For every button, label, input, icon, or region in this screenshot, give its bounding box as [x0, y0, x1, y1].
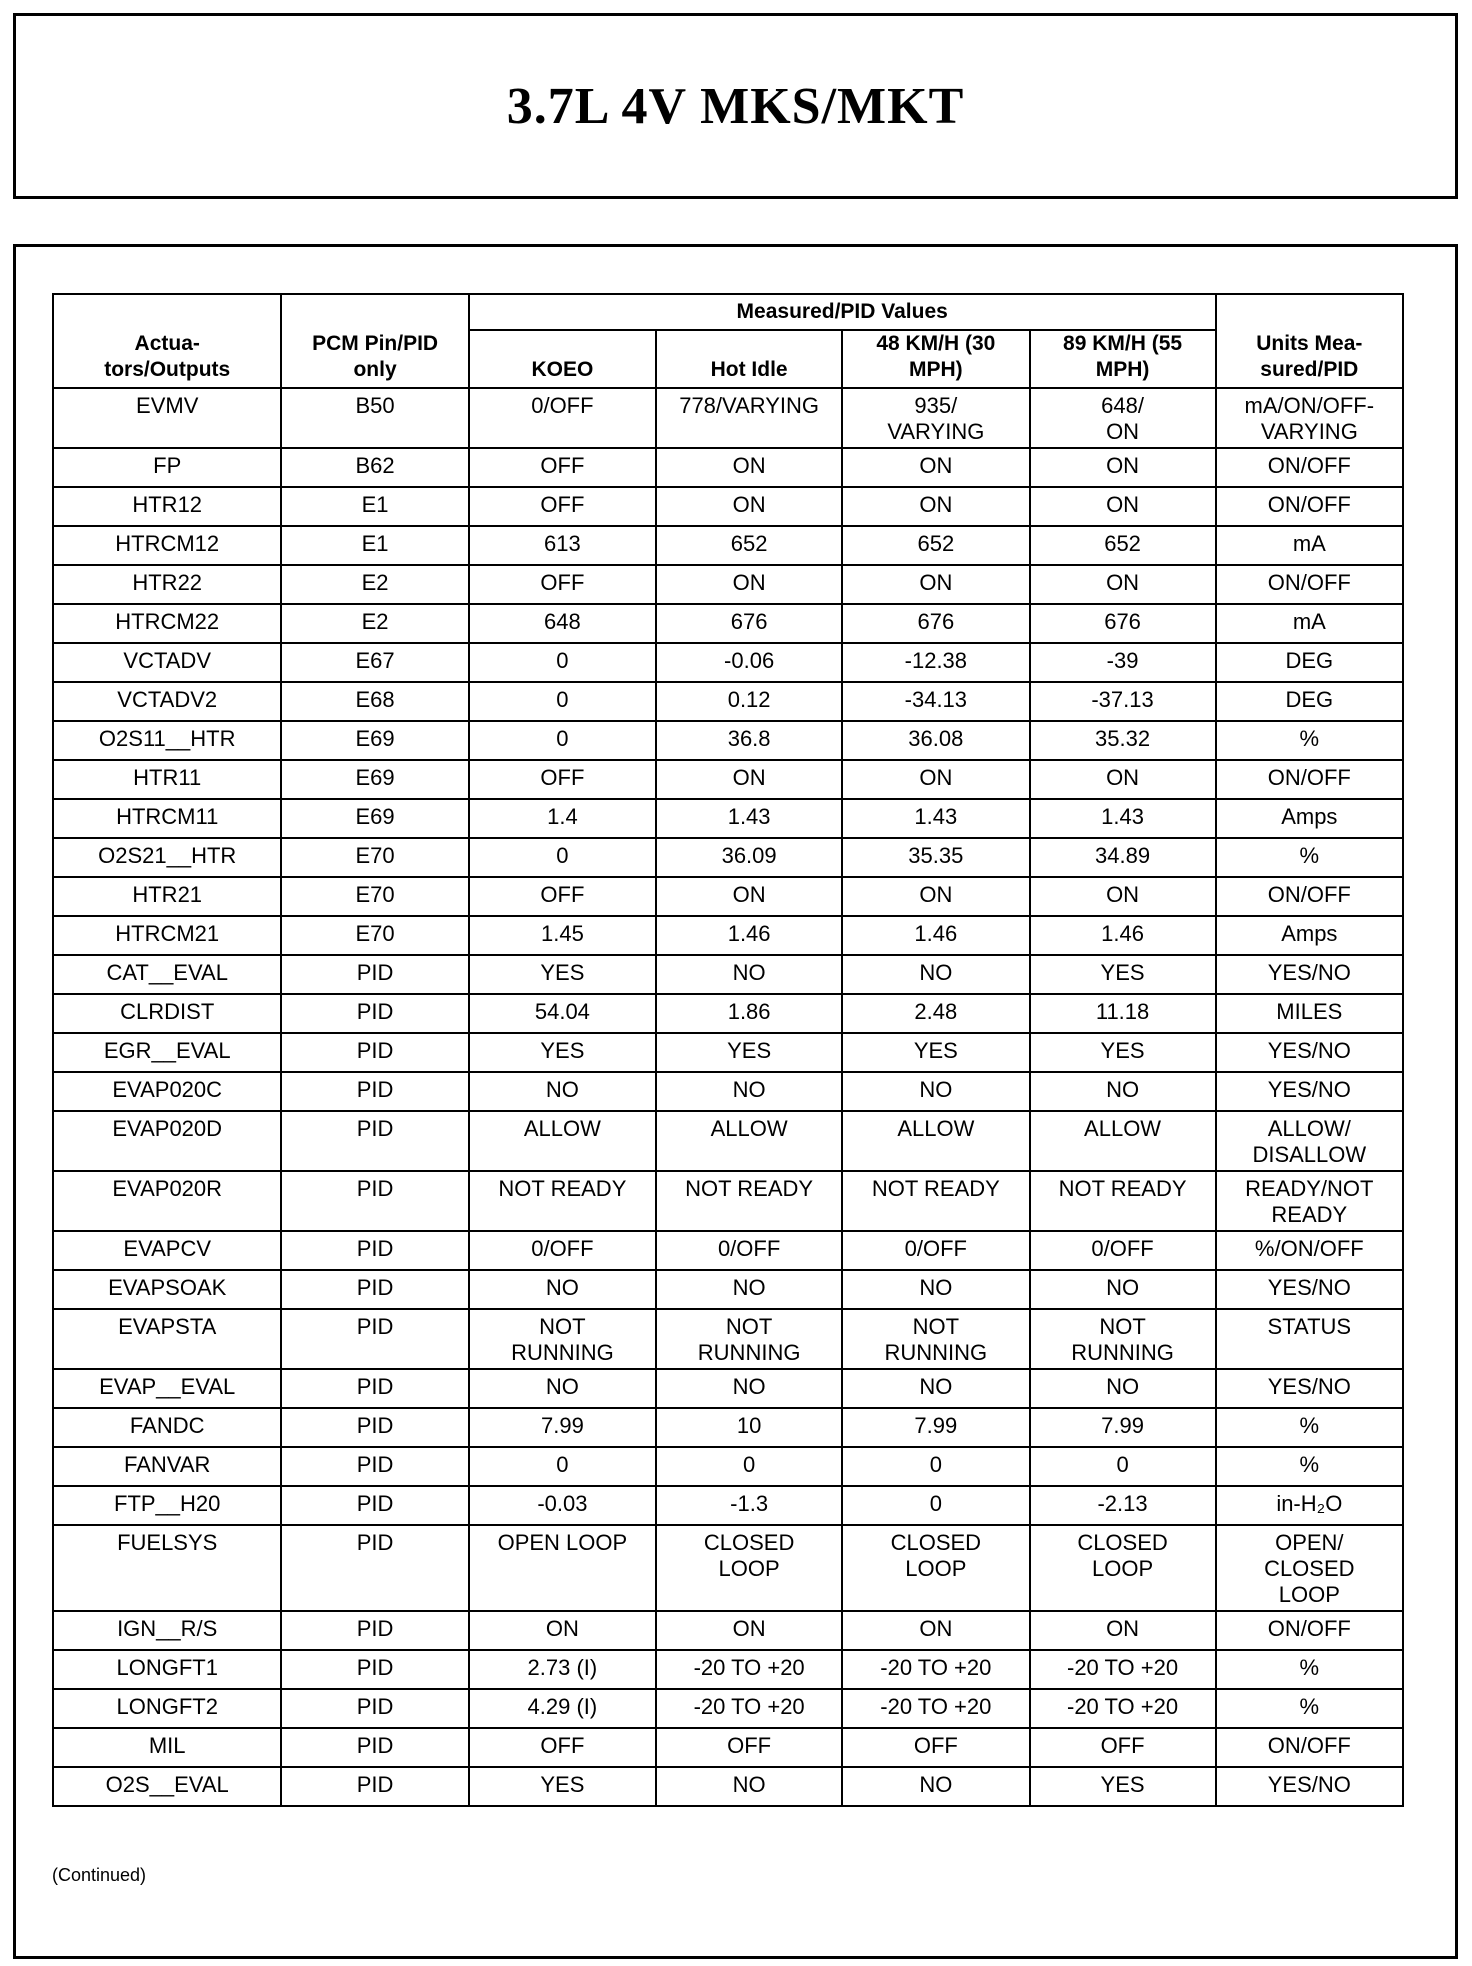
cell-48kmh: 0: [842, 1486, 1029, 1525]
table-row: [53, 526, 1403, 565]
cell-89kmh: 648/ ON: [1030, 388, 1216, 448]
cell-pcm-pin: PID: [281, 1270, 468, 1309]
cell-pcm-pin: E69: [281, 760, 468, 799]
cell-pcm-pin: PID: [281, 1525, 468, 1611]
col-header-koeo: KOEO: [469, 330, 656, 388]
cell-48kmh: 676: [842, 604, 1029, 643]
cell-units: YES/NO: [1216, 1369, 1403, 1408]
table-body: [53, 388, 1403, 1806]
cell-89kmh: ON: [1030, 877, 1216, 916]
cell-koeo: 648: [469, 604, 656, 643]
table-row: [53, 1447, 1403, 1486]
cell-hot-idle: CLOSED LOOP: [656, 1525, 842, 1611]
cell-koeo: 0: [469, 838, 656, 877]
cell-hot-idle: 10: [656, 1408, 842, 1447]
cell-units: OPEN/ CLOSED LOOP: [1216, 1525, 1403, 1611]
cell-hot-idle: ON: [656, 1611, 842, 1650]
cell-89kmh: 1.46: [1030, 916, 1216, 955]
cell-pcm-pin: E70: [281, 877, 468, 916]
cell-pcm-pin: PID: [281, 1171, 468, 1231]
cell-pcm-pin: PID: [281, 1072, 468, 1111]
cell-hot-idle: NO: [656, 1072, 842, 1111]
cell-units: READY/NOT READY: [1216, 1171, 1403, 1231]
cell-koeo: NO: [469, 1072, 656, 1111]
col-header-89kmh: 89 KM/H (55 MPH): [1030, 330, 1216, 388]
cell-pcm-pin: E1: [281, 526, 468, 565]
cell-48kmh: NO: [842, 955, 1029, 994]
cell-pcm-pin: E68: [281, 682, 468, 721]
cell-koeo: 7.99: [469, 1408, 656, 1447]
cell-koeo: NOT READY: [469, 1171, 656, 1231]
table-row: [53, 994, 1403, 1033]
table-row: [53, 388, 1403, 448]
cell-actuator: O2S11__HTR: [53, 721, 281, 760]
cell-48kmh: ON: [842, 487, 1029, 526]
table-row: [53, 565, 1403, 604]
table-row: [53, 1072, 1403, 1111]
cell-koeo: NOT RUNNING: [469, 1309, 656, 1369]
cell-hot-idle: 0.12: [656, 682, 842, 721]
cell-pcm-pin: PID: [281, 1231, 468, 1270]
cell-pcm-pin: PID: [281, 955, 468, 994]
cell-48kmh: OFF: [842, 1728, 1029, 1767]
cell-actuator: IGN__R/S: [53, 1611, 281, 1650]
cell-units: ON/OFF: [1216, 565, 1403, 604]
cell-units: %: [1216, 1447, 1403, 1486]
cell-89kmh: ALLOW: [1030, 1111, 1216, 1171]
cell-pcm-pin: B50: [281, 388, 468, 448]
cell-89kmh: YES: [1030, 955, 1216, 994]
cell-actuator: EVMV: [53, 388, 281, 448]
cell-units: ON/OFF: [1216, 1611, 1403, 1650]
cell-koeo: ALLOW: [469, 1111, 656, 1171]
cell-koeo: YES: [469, 1033, 656, 1072]
table-row: [53, 487, 1403, 526]
cell-koeo: OFF: [469, 487, 656, 526]
cell-89kmh: OFF: [1030, 1728, 1216, 1767]
cell-89kmh: 0/OFF: [1030, 1231, 1216, 1270]
col-header-hot-idle: Hot Idle: [656, 330, 842, 388]
cell-hot-idle: YES: [656, 1033, 842, 1072]
cell-hot-idle: NO: [656, 955, 842, 994]
title-box: [13, 13, 1458, 199]
cell-actuator: HTR21: [53, 877, 281, 916]
table-row: [53, 721, 1403, 760]
cell-89kmh: 35.32: [1030, 721, 1216, 760]
cell-48kmh: 935/ VARYING: [842, 388, 1029, 448]
cell-units: MILES: [1216, 994, 1403, 1033]
cell-units: DEG: [1216, 643, 1403, 682]
cell-units: ALLOW/ DISALLOW: [1216, 1111, 1403, 1171]
cell-pcm-pin: PID: [281, 1611, 468, 1650]
cell-89kmh: -37.13: [1030, 682, 1216, 721]
cell-pcm-pin: PID: [281, 1447, 468, 1486]
cell-pcm-pin: E70: [281, 916, 468, 955]
cell-48kmh: 652: [842, 526, 1029, 565]
cell-89kmh: 652: [1030, 526, 1216, 565]
cell-hot-idle: -0.06: [656, 643, 842, 682]
cell-koeo: 0: [469, 682, 656, 721]
cell-actuator: FUELSYS: [53, 1525, 281, 1611]
cell-48kmh: 35.35: [842, 838, 1029, 877]
cell-units: DEG: [1216, 682, 1403, 721]
table-row: [53, 1231, 1403, 1270]
cell-48kmh: 2.48: [842, 994, 1029, 1033]
col-header-pcm-pin: PCM Pin/PID only: [281, 294, 468, 388]
cell-48kmh: 1.46: [842, 916, 1029, 955]
cell-hot-idle: ON: [656, 760, 842, 799]
cell-89kmh: 11.18: [1030, 994, 1216, 1033]
cell-koeo: OPEN LOOP: [469, 1525, 656, 1611]
table-row: [53, 643, 1403, 682]
cell-48kmh: YES: [842, 1033, 1029, 1072]
cell-units: mA: [1216, 604, 1403, 643]
cell-48kmh: ALLOW: [842, 1111, 1029, 1171]
page-title: 3.7L 4V MKS/MKT: [506, 77, 965, 135]
cell-actuator: EVAP020D: [53, 1111, 281, 1171]
cell-koeo: OFF: [469, 1728, 656, 1767]
cell-89kmh: ON: [1030, 487, 1216, 526]
cell-koeo: OFF: [469, 448, 656, 487]
table-row: [53, 1611, 1403, 1650]
cell-actuator: CLRDIST: [53, 994, 281, 1033]
table-row: [53, 1309, 1403, 1369]
cell-89kmh: NOT RUNNING: [1030, 1309, 1216, 1369]
cell-koeo: 0: [469, 1447, 656, 1486]
col-header-actuators: Actua- tors/Outputs: [53, 294, 281, 388]
cell-hot-idle: 0/OFF: [656, 1231, 842, 1270]
cell-hot-idle: ON: [656, 448, 842, 487]
cell-actuator: HTRCM21: [53, 916, 281, 955]
cell-units: ON/OFF: [1216, 448, 1403, 487]
cell-pcm-pin: E69: [281, 799, 468, 838]
cell-89kmh: YES: [1030, 1767, 1216, 1806]
col-header-units: Units Mea- sured/PID: [1216, 294, 1403, 388]
cell-actuator: HTR22: [53, 565, 281, 604]
cell-89kmh: ON: [1030, 448, 1216, 487]
cell-pcm-pin: E2: [281, 565, 468, 604]
table-row: [53, 1650, 1403, 1689]
cell-pcm-pin: PID: [281, 1033, 468, 1072]
cell-units: YES/NO: [1216, 1072, 1403, 1111]
cell-hot-idle: -20 TO +20: [656, 1650, 842, 1689]
cell-koeo: OFF: [469, 877, 656, 916]
table-row: [53, 682, 1403, 721]
cell-units: ON/OFF: [1216, 1728, 1403, 1767]
cell-units: YES/NO: [1216, 1033, 1403, 1072]
cell-actuator: LONGFT1: [53, 1650, 281, 1689]
cell-hot-idle: 0: [656, 1447, 842, 1486]
cell-hot-idle: 652: [656, 526, 842, 565]
cell-units: in-H₂O: [1216, 1486, 1403, 1525]
cell-koeo: 1.45: [469, 916, 656, 955]
cell-48kmh: NO: [842, 1369, 1029, 1408]
cell-actuator: HTRCM12: [53, 526, 281, 565]
cell-units: YES/NO: [1216, 1767, 1403, 1806]
cell-89kmh: 676: [1030, 604, 1216, 643]
cell-koeo: NO: [469, 1270, 656, 1309]
cell-koeo: NO: [469, 1369, 656, 1408]
cell-hot-idle: ON: [656, 487, 842, 526]
cell-48kmh: CLOSED LOOP: [842, 1525, 1029, 1611]
cell-koeo: 0: [469, 643, 656, 682]
cell-48kmh: NO: [842, 1767, 1029, 1806]
cell-pcm-pin: PID: [281, 1111, 468, 1171]
cell-actuator: HTRCM11: [53, 799, 281, 838]
cell-48kmh: NO: [842, 1270, 1029, 1309]
cell-48kmh: -20 TO +20: [842, 1689, 1029, 1728]
cell-units: mA/ON/OFF- VARYING: [1216, 388, 1403, 448]
cell-actuator: O2S__EVAL: [53, 1767, 281, 1806]
cell-actuator: EGR__EVAL: [53, 1033, 281, 1072]
table-row: [53, 799, 1403, 838]
cell-koeo: OFF: [469, 760, 656, 799]
cell-hot-idle: 1.86: [656, 994, 842, 1033]
table-row: [53, 1525, 1403, 1611]
cell-koeo: 1.4: [469, 799, 656, 838]
cell-units: Amps: [1216, 799, 1403, 838]
cell-48kmh: 36.08: [842, 721, 1029, 760]
cell-actuator: EVAP020C: [53, 1072, 281, 1111]
cell-hot-idle: 1.46: [656, 916, 842, 955]
cell-48kmh: ON: [842, 1611, 1029, 1650]
table-row: [53, 1767, 1403, 1806]
cell-units: %: [1216, 1408, 1403, 1447]
cell-koeo: 2.73 (I): [469, 1650, 656, 1689]
cell-89kmh: 0: [1030, 1447, 1216, 1486]
cell-units: Amps: [1216, 916, 1403, 955]
cell-89kmh: -20 TO +20: [1030, 1689, 1216, 1728]
cell-pcm-pin: E67: [281, 643, 468, 682]
cell-units: YES/NO: [1216, 955, 1403, 994]
cell-units: YES/NO: [1216, 1270, 1403, 1309]
cell-pcm-pin: PID: [281, 1767, 468, 1806]
cell-hot-idle: NO: [656, 1767, 842, 1806]
table-row: [53, 1728, 1403, 1767]
table-row: [53, 1408, 1403, 1447]
table-row: [53, 760, 1403, 799]
cell-48kmh: NO: [842, 1072, 1029, 1111]
cell-actuator: VCTADV: [53, 643, 281, 682]
cell-actuator: EVAPCV: [53, 1231, 281, 1270]
cell-koeo: -0.03: [469, 1486, 656, 1525]
cell-hot-idle: 676: [656, 604, 842, 643]
table-row: [53, 1270, 1403, 1309]
cell-hot-idle: -1.3: [656, 1486, 842, 1525]
cell-48kmh: -20 TO +20: [842, 1650, 1029, 1689]
cell-koeo: 54.04: [469, 994, 656, 1033]
cell-koeo: 613: [469, 526, 656, 565]
cell-pcm-pin: PID: [281, 1309, 468, 1369]
cell-hot-idle: NO: [656, 1369, 842, 1408]
cell-pcm-pin: PID: [281, 1728, 468, 1767]
table-row: [53, 1033, 1403, 1072]
cell-pcm-pin: PID: [281, 1408, 468, 1447]
cell-actuator: FANDC: [53, 1408, 281, 1447]
cell-89kmh: ON: [1030, 565, 1216, 604]
cell-units: %: [1216, 838, 1403, 877]
cell-89kmh: 7.99: [1030, 1408, 1216, 1447]
cell-koeo: 0: [469, 721, 656, 760]
cell-actuator: EVAPSTA: [53, 1309, 281, 1369]
cell-89kmh: 1.43: [1030, 799, 1216, 838]
cell-89kmh: 34.89: [1030, 838, 1216, 877]
cell-hot-idle: 36.8: [656, 721, 842, 760]
content-box: [13, 244, 1458, 1959]
cell-89kmh: YES: [1030, 1033, 1216, 1072]
cell-89kmh: ON: [1030, 1611, 1216, 1650]
cell-units: %: [1216, 721, 1403, 760]
cell-koeo: YES: [469, 1767, 656, 1806]
cell-actuator: CAT__EVAL: [53, 955, 281, 994]
cell-units: %/ON/OFF: [1216, 1231, 1403, 1270]
cell-hot-idle: 36.09: [656, 838, 842, 877]
pid-values-table: [52, 293, 1404, 1807]
cell-48kmh: NOT RUNNING: [842, 1309, 1029, 1369]
cell-units: %: [1216, 1650, 1403, 1689]
cell-koeo: OFF: [469, 565, 656, 604]
cell-hot-idle: 1.43: [656, 799, 842, 838]
cell-48kmh: NOT READY: [842, 1171, 1029, 1231]
cell-actuator: LONGFT2: [53, 1689, 281, 1728]
cell-hot-idle: NOT READY: [656, 1171, 842, 1231]
cell-89kmh: -2.13: [1030, 1486, 1216, 1525]
table-row: [53, 838, 1403, 877]
cell-actuator: FTP__H20: [53, 1486, 281, 1525]
table-row: [53, 1689, 1403, 1728]
cell-pcm-pin: E2: [281, 604, 468, 643]
table-row: [53, 1486, 1403, 1525]
cell-89kmh: NOT READY: [1030, 1171, 1216, 1231]
cell-hot-idle: -20 TO +20: [656, 1689, 842, 1728]
cell-89kmh: NO: [1030, 1072, 1216, 1111]
cell-actuator: FP: [53, 448, 281, 487]
cell-units: ON/OFF: [1216, 760, 1403, 799]
cell-units: mA: [1216, 526, 1403, 565]
cell-actuator: EVAPSOAK: [53, 1270, 281, 1309]
cell-pcm-pin: E70: [281, 838, 468, 877]
cell-actuator: HTRCM22: [53, 604, 281, 643]
cell-89kmh: ON: [1030, 760, 1216, 799]
cell-pcm-pin: B62: [281, 448, 468, 487]
cell-units: ON/OFF: [1216, 877, 1403, 916]
cell-actuator: MIL: [53, 1728, 281, 1767]
col-header-48kmh: 48 KM/H (30 MPH): [842, 330, 1029, 388]
cell-48kmh: ON: [842, 760, 1029, 799]
table-row: [53, 916, 1403, 955]
cell-pcm-pin: E1: [281, 487, 468, 526]
table-row: [53, 877, 1403, 916]
cell-koeo: 4.29 (I): [469, 1689, 656, 1728]
cell-actuator: EVAP020R: [53, 1171, 281, 1231]
table-row: [53, 604, 1403, 643]
cell-hot-idle: ON: [656, 877, 842, 916]
table-row: [53, 448, 1403, 487]
cell-actuator: HTR11: [53, 760, 281, 799]
group-header-measured: Measured/PID Values: [469, 294, 1216, 330]
table-row: [53, 1369, 1403, 1408]
cell-pcm-pin: PID: [281, 1650, 468, 1689]
cell-koeo: YES: [469, 955, 656, 994]
cell-actuator: FANVAR: [53, 1447, 281, 1486]
cell-pcm-pin: E69: [281, 721, 468, 760]
table-row: [53, 1171, 1403, 1231]
cell-actuator: HTR12: [53, 487, 281, 526]
cell-48kmh: 7.99: [842, 1408, 1029, 1447]
cell-koeo: 0/OFF: [469, 388, 656, 448]
cell-actuator: VCTADV2: [53, 682, 281, 721]
cell-actuator: EVAP__EVAL: [53, 1369, 281, 1408]
cell-hot-idle: ON: [656, 565, 842, 604]
cell-89kmh: NO: [1030, 1270, 1216, 1309]
cell-89kmh: NO: [1030, 1369, 1216, 1408]
cell-48kmh: 0/OFF: [842, 1231, 1029, 1270]
cell-pcm-pin: PID: [281, 994, 468, 1033]
cell-48kmh: ON: [842, 877, 1029, 916]
table-row: [53, 1111, 1403, 1171]
cell-actuator: O2S21__HTR: [53, 838, 281, 877]
cell-units: STATUS: [1216, 1309, 1403, 1369]
cell-hot-idle: OFF: [656, 1728, 842, 1767]
cell-pcm-pin: PID: [281, 1486, 468, 1525]
cell-48kmh: -34.13: [842, 682, 1029, 721]
table-row: [53, 955, 1403, 994]
cell-koeo: ON: [469, 1611, 656, 1650]
cell-48kmh: 1.43: [842, 799, 1029, 838]
cell-hot-idle: NO: [656, 1270, 842, 1309]
cell-89kmh: -39: [1030, 643, 1216, 682]
cell-hot-idle: NOT RUNNING: [656, 1309, 842, 1369]
cell-hot-idle: ALLOW: [656, 1111, 842, 1171]
cell-48kmh: 0: [842, 1447, 1029, 1486]
cell-pcm-pin: PID: [281, 1689, 468, 1728]
cell-48kmh: ON: [842, 448, 1029, 487]
cell-48kmh: ON: [842, 565, 1029, 604]
cell-units: %: [1216, 1689, 1403, 1728]
cell-hot-idle: 778/VARYING: [656, 388, 842, 448]
cell-koeo: 0/OFF: [469, 1231, 656, 1270]
cell-89kmh: -20 TO +20: [1030, 1650, 1216, 1689]
cell-48kmh: -12.38: [842, 643, 1029, 682]
continued-note: (Continued): [52, 1865, 147, 1885]
cell-units: ON/OFF: [1216, 487, 1403, 526]
cell-pcm-pin: PID: [281, 1369, 468, 1408]
cell-89kmh: CLOSED LOOP: [1030, 1525, 1216, 1611]
